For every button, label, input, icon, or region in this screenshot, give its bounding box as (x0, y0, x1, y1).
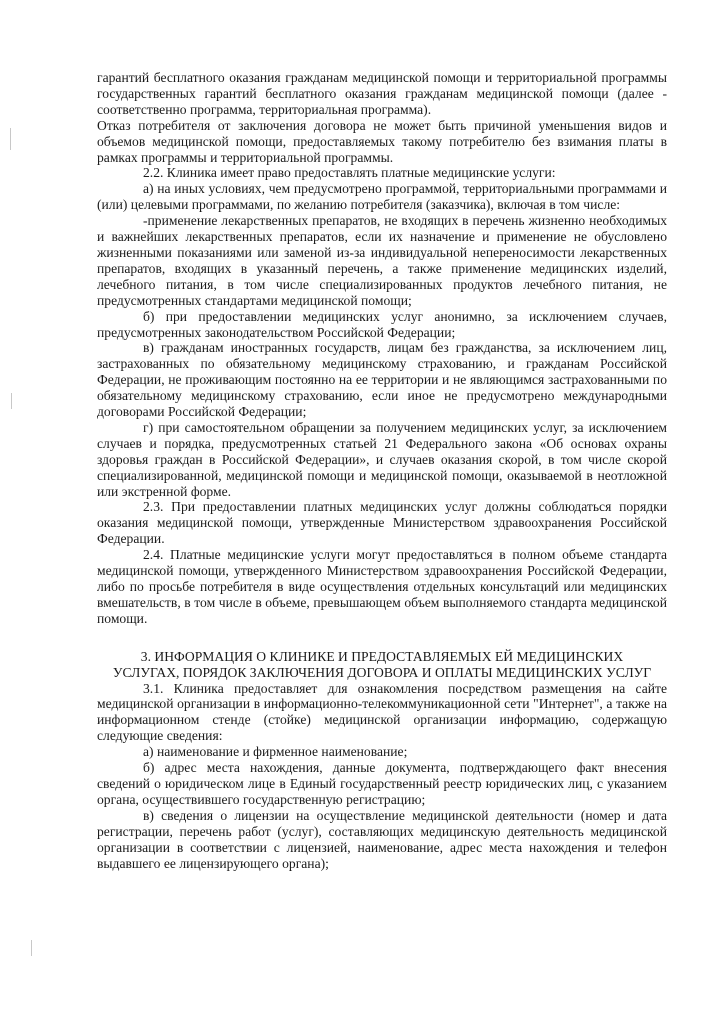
paragraph: б) адрес места нахождения, данные документа, подтверждающего факт внесения сведений о юридическом лице в Единый государственный реестр юридических лиц, с указанием органа, осуществившего государственную регистрацию; (97, 760, 667, 807)
paragraph: 2.2. Клиника имеет право предоставлять платные медицинские услуги: (143, 165, 556, 181)
scan-mark (10, 128, 11, 150)
section-heading: 3. ИНФОРМАЦИЯ О КЛИНИКЕ И ПРЕДОСТАВЛЯЕМЫХ ЕЙ МЕДИЦИНСКИХ УСЛУГАХ, ПОРЯДОК ЗАКЛЮЧЕНИЯ ДОГОВОРА И ОПЛАТЫ МЕДИЦИНСКИХ УСЛУГ (112, 648, 652, 680)
paragraph: 2.4. Платные медицинские услуги могут предоставляться в полном объеме стандарта медицинской помощи, утвержденного Министерством здравоохранения Российской Федерации, либо по просьбе потребителя в виде осуществления отдельных консультаций или медицинских вмешательств, в том числе в объеме, превышающем объем выполняемого стандарта медицинской помощи. (97, 547, 667, 626)
paragraph: 3.1. Клиника предоставляет для ознакомления посредством размещения на сайте медицинской организации в информационно-телекоммуникационной сети "Интернет", а также на информационном стенде (стойке) медицинской организации информацию, содержащую следующие сведения: (97, 680, 667, 744)
paragraph: а) на иных условиях, чем предусмотрено программой, территориальными программами и (или) целевыми программами, по желанию потребителя (заказчика), включая в том числе: (97, 181, 667, 213)
paragraph: гарантий бесплатного оказания гражданам медицинской помощи и территориальной программы государственных гарантий бесплатного оказания гражданам медицинской помощи (далее - соответственно программа, территориальная программа). (97, 70, 667, 117)
scan-mark (31, 940, 32, 956)
paragraph: Отказ потребителя от заключения договора не может быть причиной уменьшения видов и объемов медицинской помощи, предоставляемых такому потребителю без взимания платы в рамках программы и территориальной программы. (97, 117, 667, 165)
paragraph: 2.3. При предоставлении платных медицинских услуг должны соблюдаться порядки оказания медицинской помощи, утвержденные Министерством здравоохранения Российской Федерации. (97, 499, 667, 547)
document-body (97, 70, 667, 871)
paragraph: б) при предоставлении медицинских услуг анонимно, за исключением случаев, предусмотренных законодательством Российской Федерации; (97, 308, 667, 340)
paragraph: в) сведения о лицензии на осуществление медицинской деятельности (номер и дата регистрации, перечень работ (услуг), составляющих медицинскую деятельность медицинской организации в соответствии с лицензией, наименование, адрес места нахождения и телефон выдавшего ее лицензирующего органа); (97, 807, 667, 871)
scan-mark (11, 393, 12, 409)
paragraph: г) при самостоятельном обращении за получением медицинских услуг, за исключением случаев и порядка, предусмотренных статьей 21 Федерального закона «Об основах охраны здоровья граждан в Российской Федерации», и случаев оказания скорой, в том числе скорой специализированной, медицинской помощи и медицинской помощи, оказываемой в неотложной или экстренной форме. (97, 419, 667, 499)
paragraph: в) гражданам иностранных государств, лицам без гражданства, за исключением лиц, застрахованных по обязательному медицинскому страхованию, и гражданам Российской Федерации, не проживающим постоянно на ее территории и не являющимся застрахованными по обязательному медицинскому страхованию, если иное не предусмотрено международными договорами Российской Федерации; (97, 340, 667, 420)
paragraph: -применение лекарственных препаратов, не входящих в перечень жизненно необходимых и важнейших лекарственных препаратов, если их назначение и применение не обусловлено жизненными показаниями или заменой из-за индивидуальной непереносимости лекарственных препаратов, входящих в указанный перечень, а также применение медицинских изделий, лечебного питания, в том числе специализированных продуктов лечебного питания, не предусмотренных стандартами медицинской помощи; (97, 213, 667, 308)
paragraph: а) наименование и фирменное наименование; (143, 744, 408, 760)
